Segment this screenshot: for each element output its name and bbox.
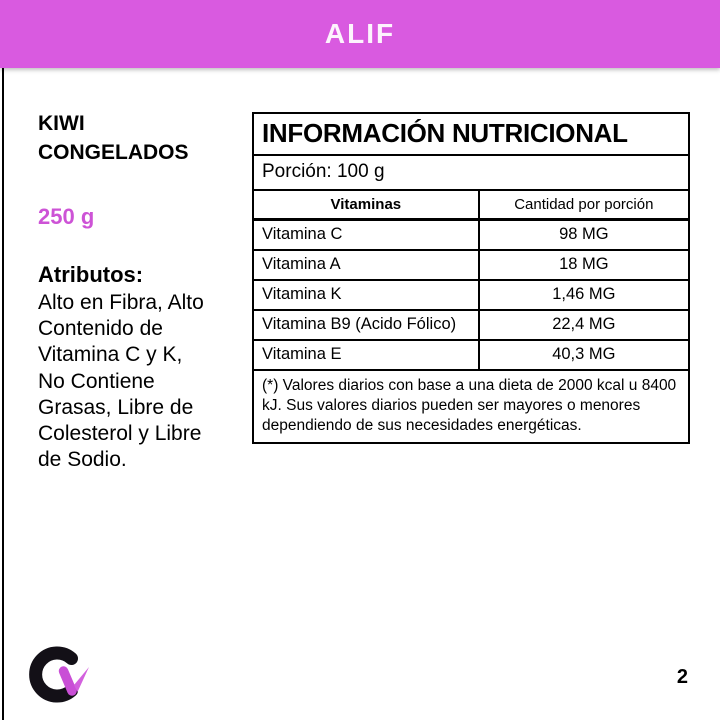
vitamin-name: Vitamina B9 (Acido Fólico) (254, 311, 480, 339)
vitamin-name: Vitamina E (254, 341, 480, 369)
table-header-row (254, 191, 688, 221)
daily-values-footnote: (*) Valores diarios con base a una dieta de 2000 kcal u 8400 kJ. Sus valores diarios pueden ser mayores o menores dependiendo de sus necesidades energéticas. (262, 377, 677, 435)
product-info-panel (38, 110, 210, 474)
table-row (254, 221, 688, 251)
product-name: KIWI CONGELADOS (38, 112, 189, 164)
vitamin-amount: 1,46 MG (552, 285, 616, 303)
attributes-text: Alto en Fibra, Alto Contenido de Vitamina C y K, No Contiene Grasas, Libre de Colesterol y Libre de Sodio. (38, 290, 204, 472)
column-header-vitamins: Vitaminas (254, 191, 480, 218)
page-title: ALIF (324, 18, 396, 49)
vitamin-name: Vitamina K (254, 281, 480, 309)
table-row (254, 251, 688, 281)
portion-row: Porción: 100 g (254, 156, 688, 191)
header-bar (0, 0, 720, 68)
brand-logo (26, 644, 98, 706)
table-row (254, 311, 688, 341)
product-weight: 250 g (38, 203, 95, 229)
page-number: 2 (676, 666, 688, 688)
column-header-amount: Cantidad por porción (514, 196, 654, 213)
brand-c-checkmark-icon (26, 644, 98, 706)
table-row (254, 281, 688, 311)
attributes-heading: Atributos: (38, 261, 144, 287)
vitamin-amount: 40,3 MG (552, 345, 616, 363)
left-edge-rule (2, 68, 4, 720)
vitamin-amount: 98 MG (559, 225, 609, 243)
vitamin-amount: 18 MG (559, 255, 609, 273)
nutrition-table (252, 112, 690, 444)
vitamin-amount: 22,4 MG (552, 315, 616, 333)
vitamin-name: Vitamina C (254, 221, 480, 249)
nutrition-table-title: INFORMACIÓN NUTRICIONAL (254, 114, 688, 156)
table-row (254, 341, 688, 371)
vitamin-name: Vitamina A (254, 251, 480, 279)
